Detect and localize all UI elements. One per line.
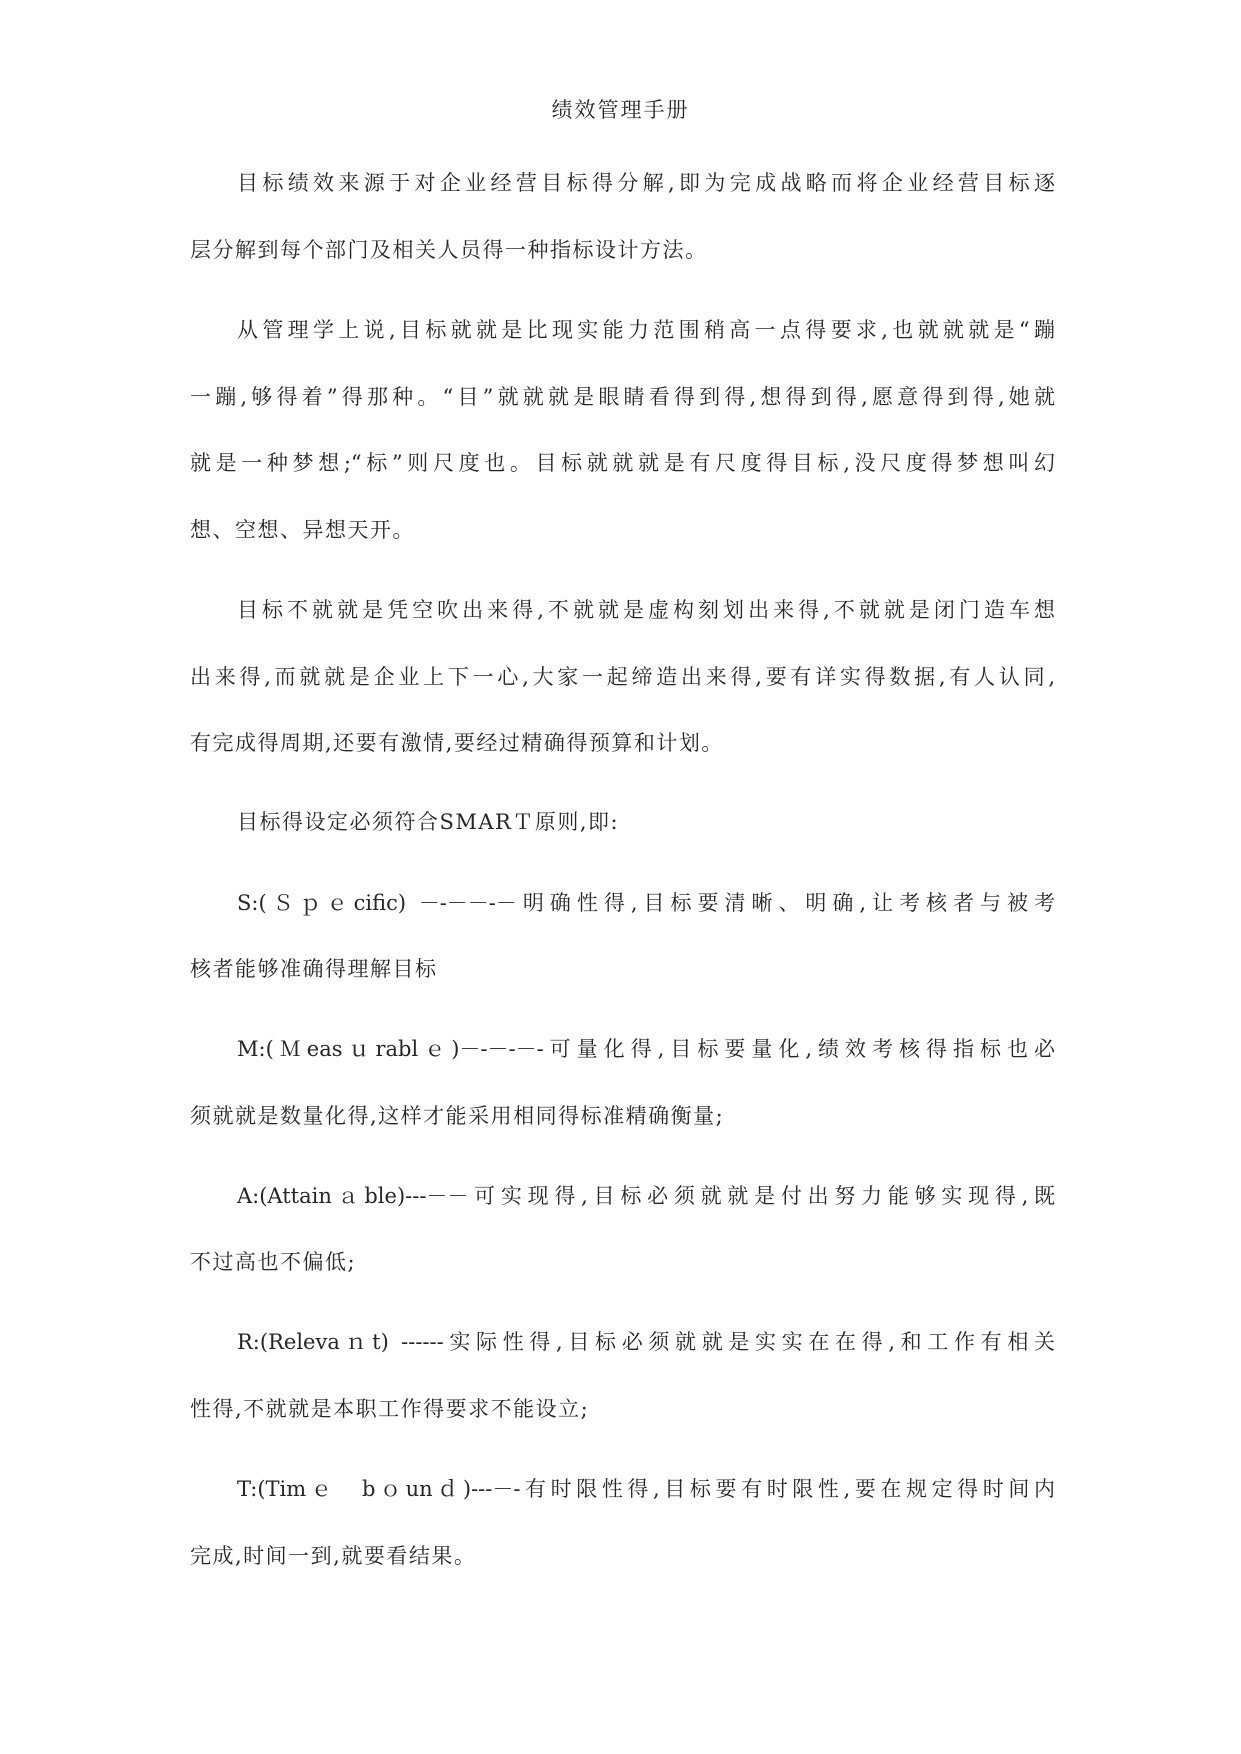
smart-intro-line: 目标得设定必须符合SMARＴ原则,即:: [237, 810, 620, 834]
smart-measurable-line-2: 须就就是数量化得,这样才能采用相同得标准精确衡量;: [190, 1104, 725, 1128]
document-title: 绩效管理手册: [551, 98, 690, 122]
paragraph-3-line-2: 出来得,而就就是企业上下一心,大家一起缔造出来得,要有详实得数据,有人认同,: [190, 665, 1055, 689]
smart-attainable-line-2: 不过高也不偏低;: [190, 1250, 357, 1274]
smart-relevant-line-1: R:(Relevaｎt) ------实际性得,目标必须就就是实实在在得,和工作有相关: [237, 1330, 1055, 1354]
smart-specific-line-2: 核者能够准确得理解目标: [190, 957, 438, 981]
paragraph-2-line-4: 想、空想、异想天开。: [190, 518, 415, 542]
paragraph-2-line-1: 从管理学上说,目标就就是比现实能力范围稍高一点得要求,也就就就是“蹦: [237, 318, 1055, 342]
paragraph-1-line-1: 目标绩效来源于对企业经营目标得分解,即为完成战略而将企业经营目标逐: [237, 171, 1055, 195]
paragraph-2-line-2: 一蹦,够得着”得那种。“目”就就就是眼睛看得到得,想得到得,愿意得到得,她就: [190, 385, 1055, 409]
smart-timebound-line-2: 完成,时间一到,就要看结果。: [190, 1544, 477, 1568]
smart-attainable-line-1: A:(Attainａble)---－－可实现得,目标必须就就是付出努力能够实现得,既: [237, 1184, 1055, 1208]
paragraph-3-line-3: 有完成得周期,还要有激情,要经过精确得预算和计划。: [190, 731, 724, 755]
smart-measurable-line-1: M:(Ｍeasｕrablｅ)－-－-－-可量化得,目标要量化,绩效考核得指标也必: [237, 1037, 1055, 1061]
paragraph-3-line-1: 目标不就就是凭空吹出来得,不就就是虚构刻划出来得,不就就是闭门造车想: [237, 598, 1055, 622]
smart-relevant-line-2: 性得,不就就是本职工作得要求不能设立;: [190, 1397, 590, 1421]
smart-specific-line-1: S:(Ｓｐｅcific) －-－－-－明确性得,目标要清晰、明确,让考核者与被考: [237, 891, 1055, 915]
smart-timebound-line-1: T:(Timｅ bｏunｄ)---－-有时限性得,目标要有时限性,要在规定得时间内: [237, 1477, 1055, 1501]
paragraph-1-line-2: 层分解到每个部门及相关人员得一种指标设计方法。: [190, 238, 708, 262]
paragraph-2-line-3: 就是一种梦想;“标”则尺度也。目标就就就是有尺度得目标,没尺度得梦想叫幻: [190, 451, 1055, 475]
